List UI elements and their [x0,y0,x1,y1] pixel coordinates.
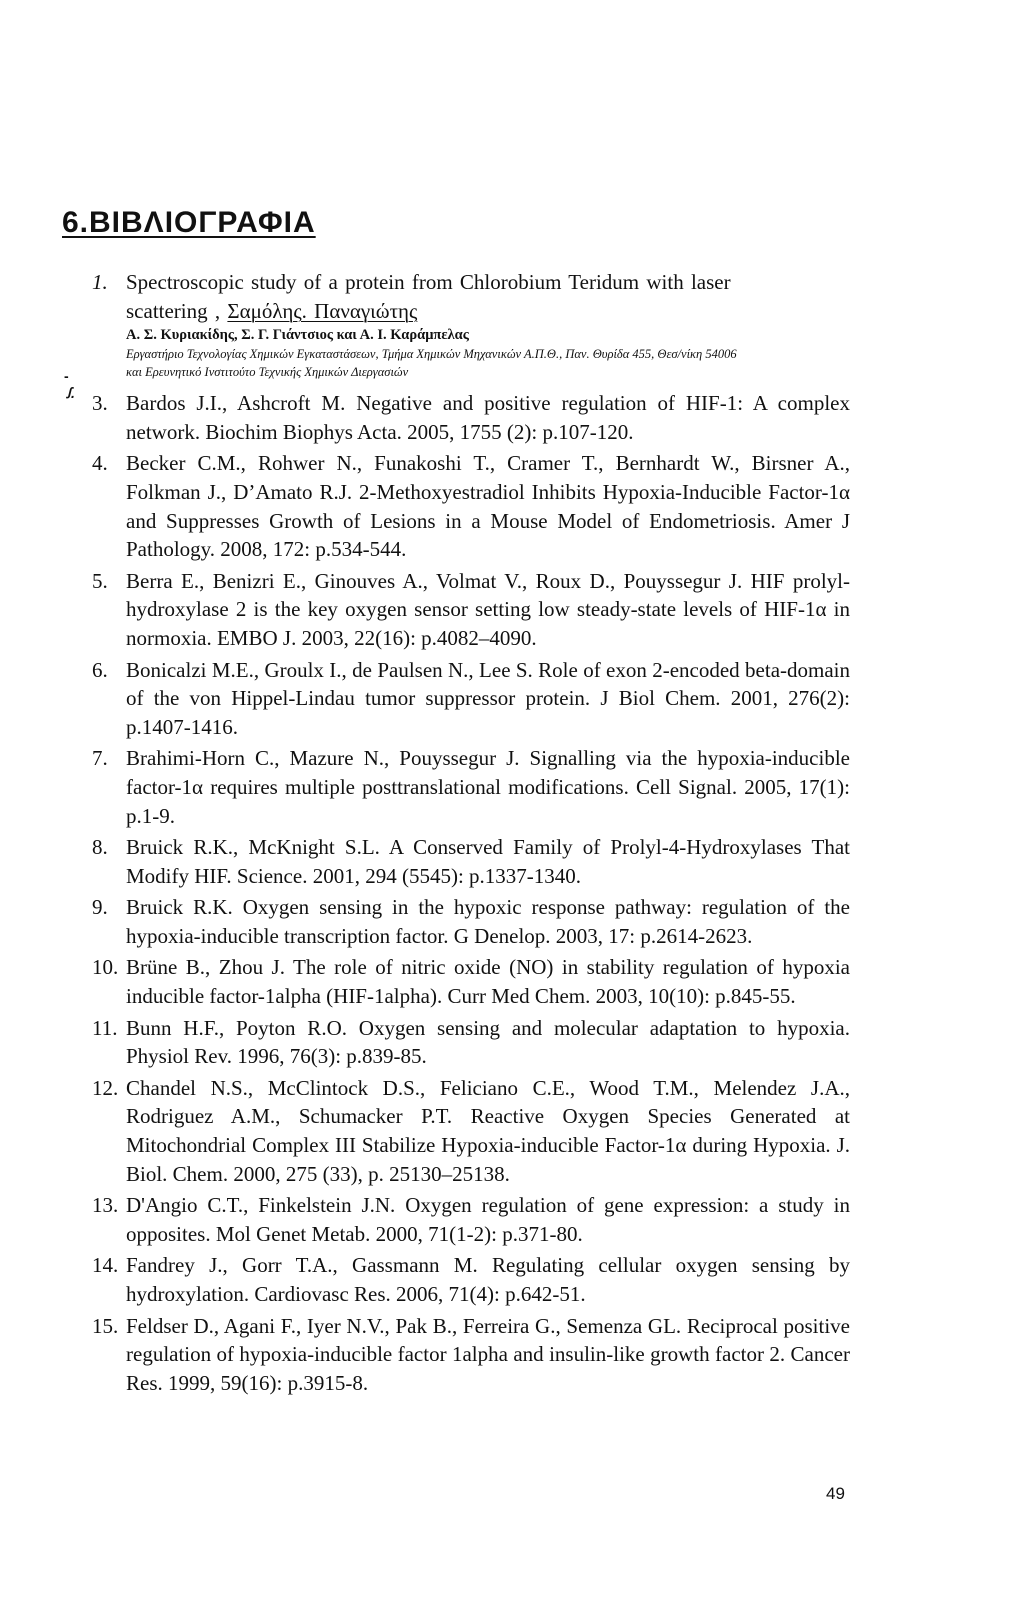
page-number: 49 [826,1484,845,1503]
reference-item [92,744,850,830]
reference-item [92,893,850,950]
reference-text: Brüne B., Zhou J. The role of nitric oxide (NO) in stability regulation of hypoxia inducible factor-1alpha (HIF-1alpha). Curr Med Chem. 2003, 10(10): p.845-55. [126,955,850,1009]
reference-number: 6. [92,657,108,682]
stray-mark: ꭍ. [66,385,75,401]
reference-item [92,567,850,653]
reference-number: 11. [92,1015,118,1040]
reference-item [92,1191,850,1248]
reference-item [92,833,850,890]
author-link: Σαμόλης. Παναγιώτης [227,298,418,323]
reference-number: 3. [92,391,108,416]
reference-item [92,656,850,742]
reference-number: 5. [92,568,108,593]
reference-number: 13. [92,1193,119,1218]
reference-number: 4. [92,451,108,476]
reference-item [92,953,850,1010]
reference-number: 10. [92,955,119,980]
affiliation-block [92,326,850,381]
reference-number: 8. [92,835,108,860]
reference-number: 9. [92,895,108,920]
reference-number: 7. [92,746,108,771]
affiliation-institute: και Ερευνητικό Ινστιτούτο Τεχνικής Χημικών Διεργασιών [126,365,409,380]
reference-text: Bruick R.K. Oxygen sensing in the hypoxic response pathway: regulation of the hypoxia-inducible transcription factor. G Denelop. 2003, 17: p.2614-2623. [126,895,850,948]
page-title: 6.ΒΙΒΛΙΟΓΡΑΦΙΑ [62,206,316,239]
reference-text: Feldser D., Agani F., Iyer N.V., Pak B., Ferreira G., Semenza GL. Reciprocal positive regulation of hypoxia-inducible factor 1alpha and insulin-like growth factor 2. Cancer Res. 1999, 59(16): p.3915-8. [126,1313,850,1395]
reference-number: 14. [92,1253,119,1278]
reference-text: Spectroscopic study of a protein from Chlorobium Teridum with laser scattering , Σαμόλης. Παναγιώτης [126,270,731,323]
reference-number: 1. [92,270,108,294]
reference-text: Bardos J.I., Ashcroft M. Negative and positive regulation of HIF-1: A complex network. Biochim Biophys Acta. 2005, 1755 (2): p.107-120. [126,391,850,444]
reference-text: Brahimi-Horn C., Mazure N., Pouyssegur J. Signalling via the hypoxia-inducible factor-1α requires multiple posttranslational modifications. Cell Signal. 2005, 17(1): p.1-9. [126,746,850,828]
reference-item [92,1014,850,1071]
reference-text: Bunn H.F., Poyton R.O. Oxygen sensing and molecular adaptation to hypoxia. Physiol Rev. 1996, 76(3): p.839-85. [126,1015,850,1069]
reference-item [92,1251,850,1308]
affiliation-authors: Α. Σ. Κυριακίδης, Σ. Γ. Γιάντσιος και Α. Ι. Καράμπελας [126,327,469,344]
reference-list [92,268,850,1400]
reference-item [92,1074,850,1188]
reference-item [92,268,850,325]
reference-text: Becker C.M., Rohwer N., Funakoshi T., Cramer T., Bernhardt W., Birsner A., Folkman J., D’Amato R.J. 2-Methoxyestradiol Inhibits Hypoxia-Inducible Factor-1α and Suppresses Growth of Lesions in a Mouse Model of Endometriosis. Amer J Pathology. 2008, 172: p.534-544. [126,451,850,562]
reference-text: Berra E., Benizri E., Ginouves A., Volmat V., Roux D., Pouyssegur J. HIF prolyl-hydroxylase 2 is the key oxygen sensor setting low steady-state levels of HIF-1α in normoxia. EMBO J. 2003, 22(16): p.4082–4090. [126,568,850,650]
reference-item [92,449,850,563]
reference-text: Fandrey J., Gorr T.A., Gassmann M. Regulating cellular oxygen sensing by hydroxylation. Cardiovasc Res. 2006, 71(4): p.642-51. [126,1253,850,1306]
stray-mark: - [64,368,69,384]
reference-item [92,389,850,446]
reference-number: 12. [92,1075,119,1100]
reference-text: Bruick R.K., McKnight S.L. A Conserved Family of Prolyl-4-Hydroxylases That Modify HIF. Science. 2001, 294 (5545): p.1337-1340. [126,835,850,888]
reference-number: 15. [92,1313,119,1338]
reference-text: Bonicalzi M.E., Groulx I., de Paulsen N., Lee S. Role of exon 2-encoded beta-domain of the von Hippel-Lindau tumor suppressor protein. J Biol Chem. 2001, 276(2): p.1407-1416. [126,657,850,739]
reference-item [92,1312,850,1398]
reference-text: Chandel N.S., McClintock D.S., Feliciano C.E., Wood T.M., Melendez J.A., Rodriguez A.M., Schumacker P.T. Reactive Oxygen Species Generated at Mitochondrial Complex III Stabilize Hypoxia-inducible Factor-1α during Hypoxia. J. Biol. Chem. 2000, 275 (33), p. 25130–25138. [126,1075,850,1186]
reference-text: D'Angio C.T., Finkelstein J.N. Oxygen regulation of gene expression: a study in opposites. Mol Genet Metab. 2000, 71(1-2): p.371-80. [126,1193,850,1246]
affiliation-address: Εργαστήριο Τεχνολογίας Χημικών Εγκαταστάσεων, Τμήμα Χημικών Μηχανικών Α.Π.Θ., Παν. Θυρίδα 455, Θεσ/νίκη 54006 [126,347,737,362]
